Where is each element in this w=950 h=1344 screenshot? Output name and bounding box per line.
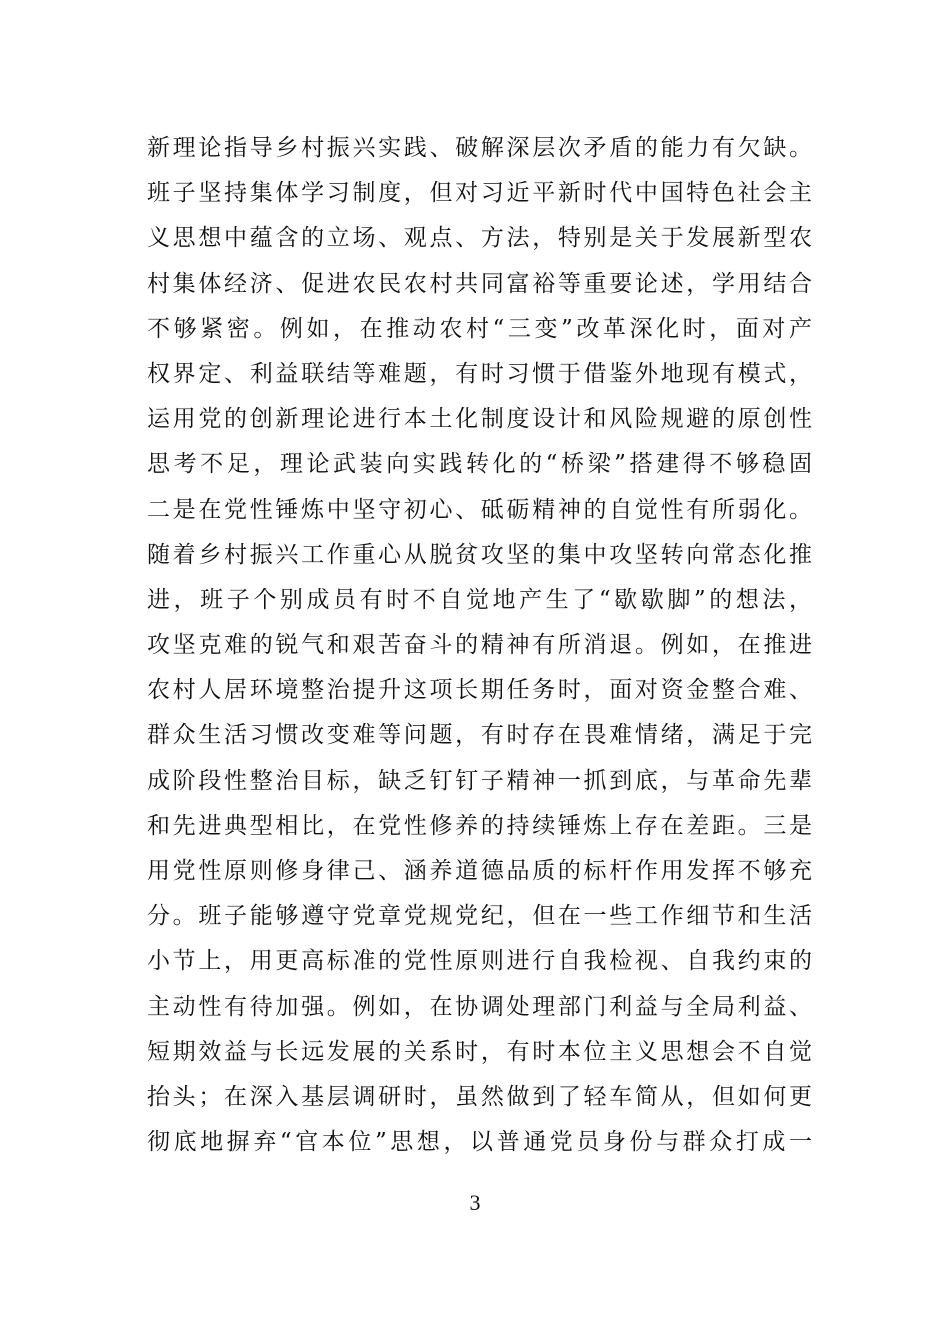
text-line: 权界定、利益联结等难题，有时习惯于借鉴外地现有模式， xyxy=(147,360,812,387)
text-line: 分。班子能够遵守党章党规党纪，但在一些工作细节和生活 xyxy=(147,903,812,930)
text-line: 小节上，用更高标准的党性原则进行自我检视、自我约束的 xyxy=(147,948,812,975)
text-line: 运用党的创新理论进行本土化制度设计和风险规避的原创性 xyxy=(147,406,812,433)
body-paragraph xyxy=(147,126,812,1165)
text-line: 随着乡村振兴工作重心从脱贫攻坚的集中攻坚转向常态化推 xyxy=(147,541,812,568)
text-line: 班子坚持集体学习制度，但对习近平新时代中国特色社会主 xyxy=(147,180,812,207)
text-line: 群众生活习惯改变难等问题，有时存在畏难情绪，满足于完 xyxy=(147,722,812,749)
text-line: 二是在党性锤炼中坚守初心、砥砺精神的自觉性有所弱化。 xyxy=(147,496,812,523)
text-line: 主动性有待加强。例如，在协调处理部门利益与全局利益、 xyxy=(147,993,812,1020)
text-line: 短期效益与长远发展的关系时，有时本位主义思想会不自觉 xyxy=(147,1038,812,1065)
text-line: 用党性原则修身律己、涵养道德品质的标杆作用发挥不够充 xyxy=(147,858,812,884)
text-line: 新理论指导乡村振兴实践、破解深层次矛盾的能力有欠缺。 xyxy=(147,135,812,161)
text-line: 攻坚克难的锐气和艰苦奋斗的精神有所消退。例如，在推进 xyxy=(147,632,812,659)
text-line: 农村人居环境整治提升这项长期任务时，面对资金整合难、 xyxy=(147,677,812,704)
text-line: 抬头；在深入基层调研时，虽然做到了轻车简从，但如何更 xyxy=(147,1083,812,1110)
text-line: 思考不足，理论武装向实践转化的“桥梁”搭建得不够稳固 xyxy=(147,451,812,478)
text-line: 彻底地摒弃“官本位”思想，以普通党员身份与群众打成一 xyxy=(147,1129,812,1156)
text-line: 和先进典型相比，在党性修养的持续锤炼上存在差距。三是 xyxy=(147,812,812,839)
text-line: 进，班子个别成员有时不自觉地产生了“歇歇脚”的想法， xyxy=(147,586,812,613)
text-line: 不够紧密。例如，在推动农村“三变”改革深化时，面对产 xyxy=(147,315,812,342)
page-number: 3 xyxy=(469,1190,481,1215)
text-line: 义思想中蕴含的立场、观点、方法，特别是关于发展新型农 xyxy=(147,225,812,252)
text-line: 成阶段性整治目标，缺乏钉钉子精神一抓到底，与革命先辈 xyxy=(147,767,812,794)
text-line: 村集体经济、促进农民农村共同富裕等重要论述，学用结合 xyxy=(147,270,812,297)
